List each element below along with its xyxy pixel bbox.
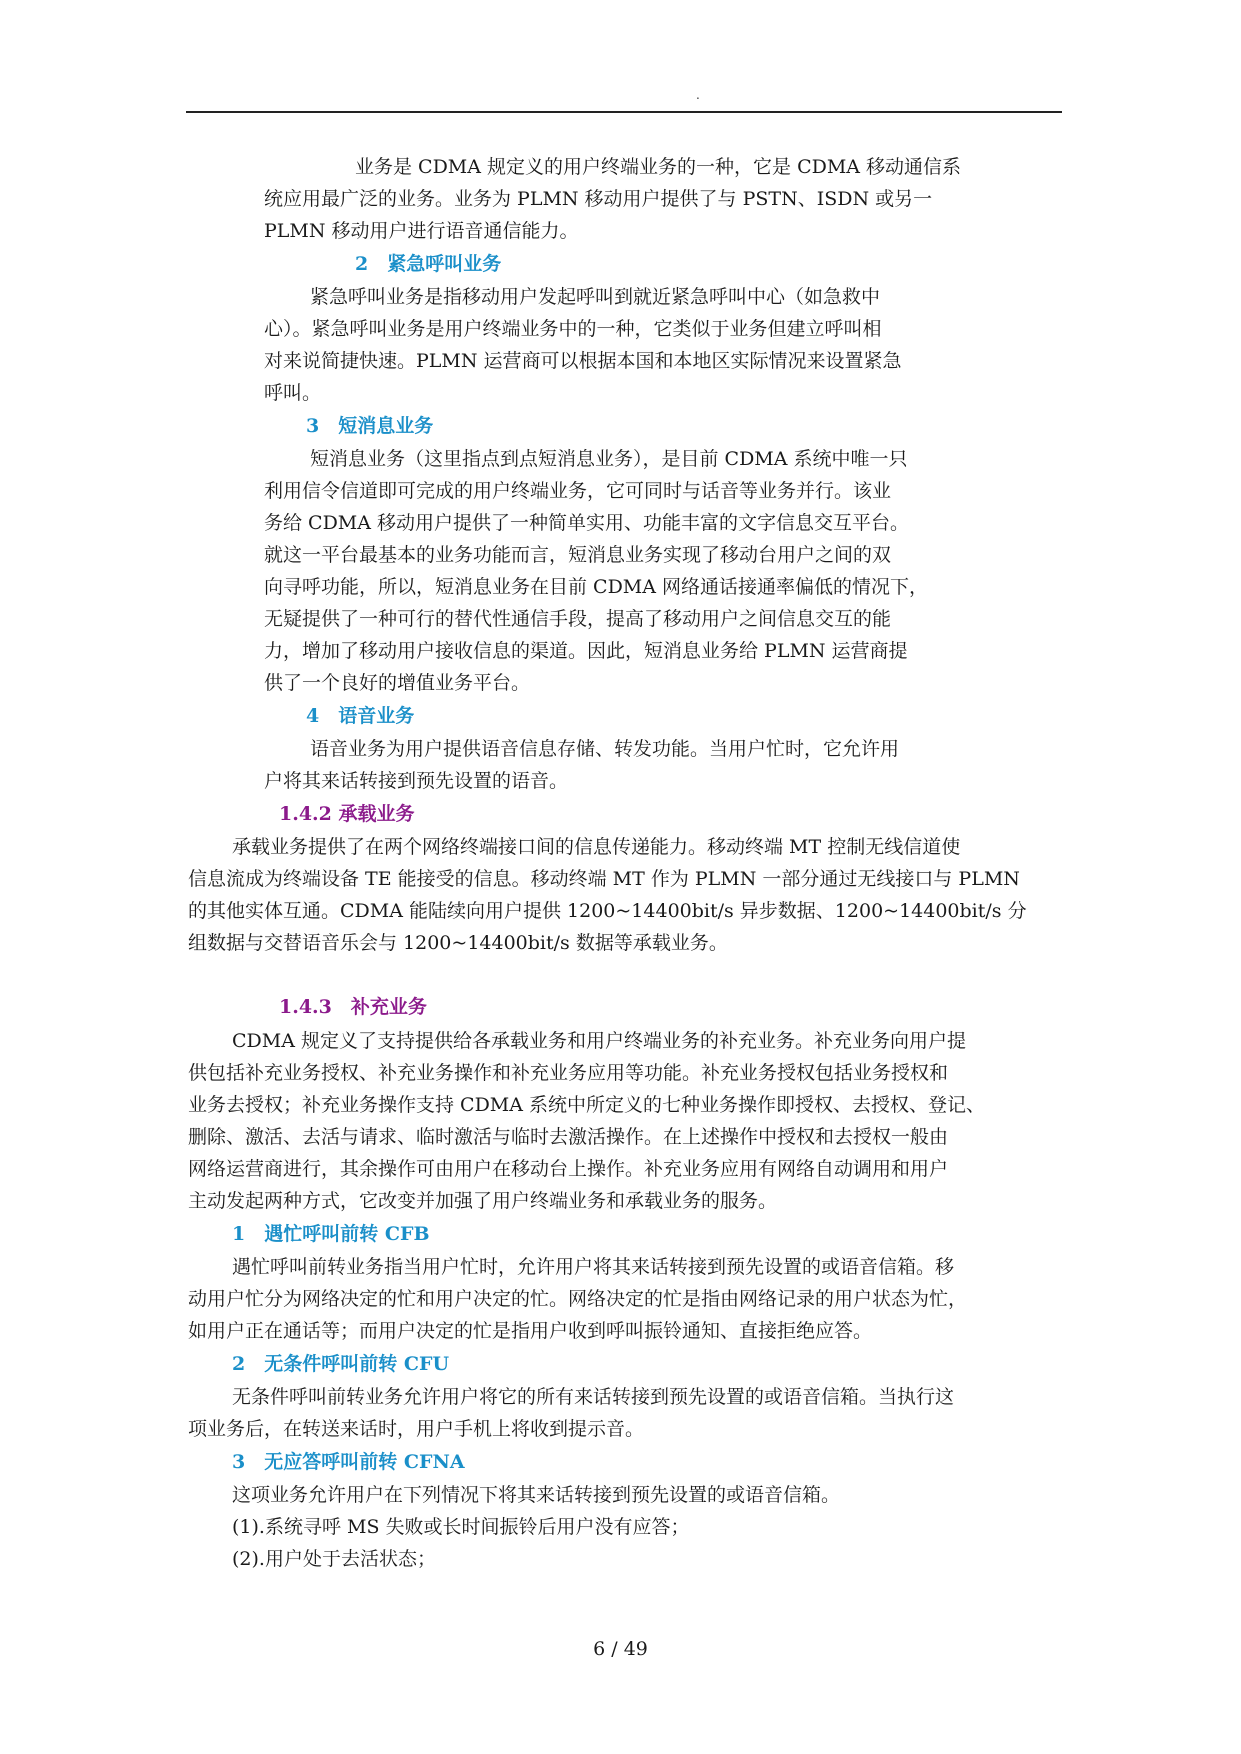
paragraph-line: 组数据与交替语音乐会与 1200~14400bit/s 数据等承载业务。 [188,932,728,954]
paragraph-line: CDMA 规定义了支持提供给各承载业务和用户终端业务的补充业务。补充业务向用户提 [232,1030,966,1052]
paragraph-line: 呼叫。 [264,382,322,404]
subheading-short-message: 3 短消息业务 [306,415,434,437]
page-number: 6 / 49 [593,1638,648,1660]
paragraph-line: 信息流成为终端设备 TE 能接受的信息。移动终端 MT 作为 PLMN 一部分通过无线接口与 PLMN [188,868,1020,890]
paragraph-line: 无条件呼叫前转业务允许用户将它的所有来话转接到预先设置的或语音信箱。当执行这 [232,1386,955,1408]
paragraph-line: 的其他实体互通。CDMA 能陆续向用户提供 1200~14400bit/s 异步数据、1200~14400bit/s 分 [188,900,1027,922]
paragraph-line: 统应用最广泛的业务。业务为 PLMN 移动用户提供了与 PSTN、ISDN 或另一 [264,188,933,210]
paragraph-line: 项业务后，在转送来话时，用户手机上将收到提示音。 [188,1418,645,1440]
section-heading-supplementary: 1.4.3 补充业务 [279,996,427,1018]
subheading-cfb: 1 遇忙呼叫前转 CFB [232,1223,430,1245]
list-item: (2).用户处于去活状态； [232,1548,436,1570]
paragraph-line: 对来说简捷快速。PLMN 运营商可以根据本国和本地区实际情况来设置紧急 [264,350,902,372]
paragraph-line: 务给 CDMA 移动用户提供了一种简单实用、功能丰富的文字信息交互平台。 [264,512,910,534]
paragraph-line: 如用户正在通话等；而用户决定的忙是指用户收到呼叫振铃通知、直接拒绝应答。 [188,1320,873,1342]
paragraph-line: 语音业务为用户提供语音信息存储、转发功能。当用户忙时，它允许用 [310,738,900,760]
paragraph-line: PLMN 移动用户进行语音通信能力。 [264,220,579,242]
paragraph-line: 力，增加了移动用户接收信息的渠道。因此，短消息业务给 PLMN 运营商提 [264,640,908,662]
paragraph-line: 心）。紧急呼叫业务是用户终端业务中的一种，它类似于业务但建立呼叫相 [264,318,882,340]
subheading-cfna: 3 无应答呼叫前转 CFNA [232,1451,465,1473]
paragraph-line: 户将其来话转接到预先设置的语音。 [264,770,569,792]
paragraph-line: 紧急呼叫业务是指移动用户发起呼叫到就近紧急呼叫中心（如急救中 [310,286,881,308]
paragraph-line: 向寻呼功能，所以，短消息业务在目前 CDMA 网络通话接通率偏低的情况下， [264,576,929,598]
paragraph-line: 业务去授权；补充业务操作支持 CDMA 系统中所定义的七种业务操作即授权、去授权、登记、 [188,1094,986,1116]
paragraph-line: 删除、激活、去活与请求、临时激活与临时去激活操作。在上述操作中授权和去授权一般由 [188,1126,949,1148]
paragraph-line: 遇忙呼叫前转业务指当用户忙时，允许用户将其来话转接到预先设置的或语音信箱。移 [232,1256,955,1278]
header-mark: . [696,88,700,102]
paragraph-line: 供包括补充业务授权、补充业务操作和补充业务应用等功能。补充业务授权包括业务授权和 [188,1062,949,1084]
subheading-emergency-call: 2 紧急呼叫业务 [355,253,502,275]
paragraph-line: 业务是 CDMA 规定义的用户终端业务的一种，它是 CDMA 移动通信系 [355,156,962,178]
section-heading-bearer: 1.4.2 承载业务 [279,803,415,825]
paragraph-line: 这项业务允许用户在下列情况下将其来话转接到预先设置的或语音信箱。 [232,1484,841,1506]
paragraph-line: 供了一个良好的增值业务平台。 [264,672,531,694]
subheading-cfu: 2 无条件呼叫前转 CFU [232,1353,450,1375]
paragraph-line: 动用户忙分为网络决定的忙和用户决定的忙。网络决定的忙是指由网络记录的用户状态为忙， [188,1288,968,1310]
header-rule [186,111,1062,113]
paragraph-line: 利用信令信道即可完成的用户终端业务，它可同时与话音等业务并行。该业 [264,480,892,502]
paragraph-line: 承载业务提供了在两个网络终端接口间的信息传递能力。移动终端 MT 控制无线信道使 [232,836,961,858]
paragraph-line: 短消息业务（这里指点到点短消息业务），是目前 CDMA 系统中唯一只 [310,448,908,470]
paragraph-line: 主动发起两种方式，它改变并加强了用户终端业务和承载业务的服务。 [188,1190,778,1212]
paragraph-line: 无疑提供了一种可行的替代性通信手段，提高了移动用户之间信息交互的能 [264,608,892,630]
subheading-voice: 4 语音业务 [306,705,415,727]
paragraph-line: 就这一平台最基本的业务功能而言，短消息业务实现了移动台用户之间的双 [264,544,892,566]
list-item: (1).系统寻呼 MS 失败或长时间振铃后用户没有应答； [232,1516,690,1538]
paragraph-line: 网络运营商进行，其余操作可由用户在移动台上操作。补充业务应用有网络自动调用和用户 [188,1158,949,1180]
